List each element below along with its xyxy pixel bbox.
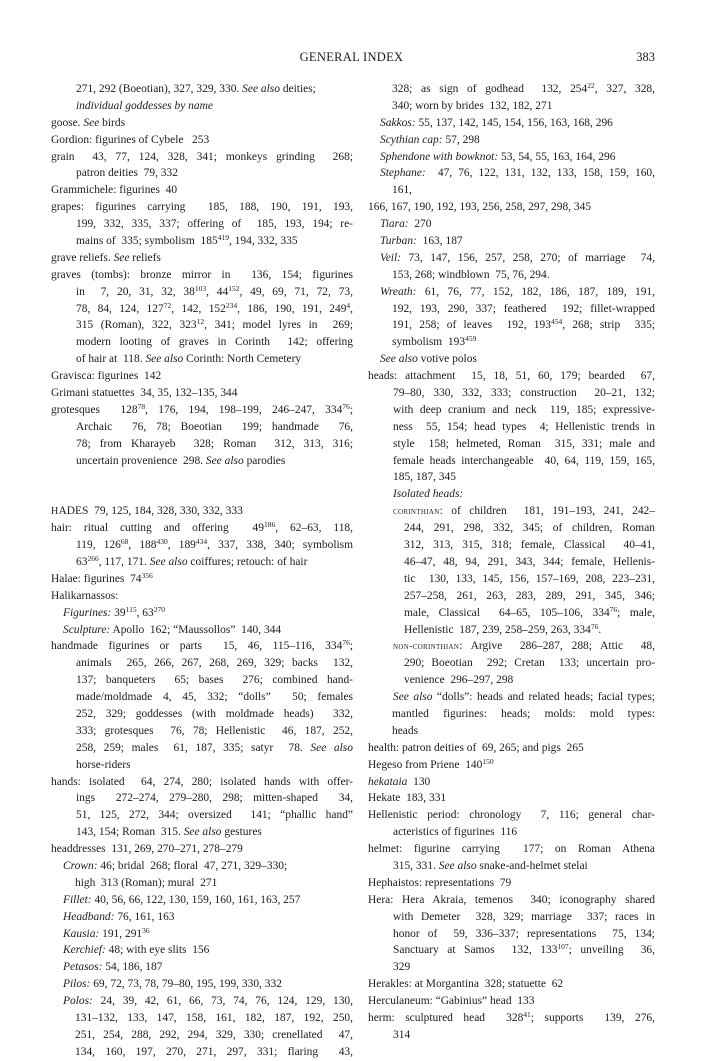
- index-subentry-line: 131–132, 133, 147, 158, 161, 182, 187, 192, 250,: [75, 1012, 353, 1024]
- index-subentry-line: female heads interchangeable 40, 64, 119, 159, 165,: [393, 454, 655, 467]
- index-subentry-line: Isolated heads:: [393, 488, 464, 501]
- index-subentry-line: 78; from Kharayeb 328; Roman 312, 313, 316;: [76, 437, 353, 450]
- index-entry: 166, 167, 190, 192, 193, 256, 258, 297, 298, 345: [368, 201, 592, 214]
- index-subentry-line: Wreath: 61, 76, 77, 152, 182, 186, 187, 189, 191,: [380, 285, 655, 298]
- index-subentry-line: 314: [393, 1028, 411, 1041]
- index-subentry-line: tic 130, 133, 145, 156, 157–169, 208, 223–231,: [404, 572, 655, 585]
- index-entry: goose. See birds: [51, 116, 126, 129]
- index-subentry-line: Kausia: 191, $291^{36}$: [63, 925, 150, 940]
- index-subentry-line: 161,: [392, 184, 413, 197]
- index-subentry-line: 290; Boeotian 292; Cretan 133; uncertain pro-: [404, 657, 655, 670]
- index-subentry-line: Sculpture: Apollo 162; “Maussollos” 140, 344: [63, 623, 282, 636]
- index-entry: helmet: figurine carrying 177; on Roman Athena: [368, 843, 655, 856]
- index-subentry-line: Veil: 73, 147, 156, 257, 258, 270; of marriage 74,: [380, 251, 655, 264]
- index-subentry-line: animals 265, 266, 267, 268, 269, 329; backs 132,: [76, 657, 353, 670]
- index-subentry-line: 340; worn by brides 132, 182, 271: [392, 99, 553, 112]
- index-entry: handmade figurines or parts 15, 46, 115–116, $334^{76}$;: [51, 638, 353, 653]
- index-subentry-line: Crown: 46; bridal 268; floral 47, 271, 329–330;: [63, 859, 288, 872]
- index-subentry-line: See also “dolls”: heads and related heads; facial types;: [393, 691, 655, 704]
- index-subentry-line: ings 272–274, 279–280, 298; mitten-shaped 34,: [76, 792, 353, 805]
- index-subentry-line: style 158; helmeted, Roman 315, 331; male and: [393, 437, 655, 450]
- index-entry: graves (tombs): bronze mirror in 136, 154; figurines: [51, 268, 353, 281]
- index-subentry-line: 329: [393, 961, 411, 974]
- index-subentry-line: Sphendone with bowknot: 53, 54, 55, 163, 164, 296: [380, 150, 616, 163]
- index-subentry-line: honor of 59, 336–337; representations 75, 134;: [393, 927, 655, 940]
- index-entry: Hegeso from Priene $140^{150}$: [368, 756, 494, 771]
- index-entry: hair: ritual cutting and offering $49^{186}$, 62–63, 118,: [51, 520, 354, 535]
- index-subentry-line: 185, 187, 345: [393, 471, 456, 484]
- index-subentry-line: made/moldmade 4, 45, 332; “dolls” 50; females: [76, 691, 353, 704]
- running-head: [0, 50, 703, 66]
- index-column-right: [368, 81, 655, 1044]
- index-subentry-line: 257–258, 261, 263, 283, 289, 291, 345, 346;: [404, 589, 655, 602]
- index-subentry-line: 46–47, 48, 94, 291, 343, 344; female, Hellenis-: [404, 555, 655, 568]
- index-subentry-line: Stephane: 47, 76, 122, 131, 132, 133, 158, 159, 160,: [380, 167, 655, 180]
- index-subentry-line: high 313 (Roman); mural 271: [75, 876, 218, 889]
- index-subentry-line: with Demeter 328, 329; marriage 337; races in: [393, 910, 655, 923]
- page-title: GENERAL INDEX: [299, 50, 404, 64]
- index-subentry-line: Archaic 76, 78; Boeotian 199; handmade 76,: [76, 420, 353, 433]
- index-entry: grapes: figurines carrying 185, 188, 190, 191, 193,: [51, 201, 353, 214]
- index-subentry-line: heads: [392, 724, 419, 737]
- index-subentry-line: 328; as sign of godhead 132, $254^{22}$, 327, 328,: [392, 81, 656, 95]
- index-subentry-line: symbolism $193^{459}$: [392, 334, 477, 349]
- index-subentry-line: patron deities 79, 332: [76, 167, 178, 180]
- section-gap: [51, 469, 353, 503]
- index-entry: Hera: Hera Akraia, temenos 340; iconography shared: [368, 893, 655, 906]
- index-subentry-line: Tiara: 270: [380, 218, 432, 231]
- index-subentry-line: See also votive polos: [380, 353, 477, 366]
- index-entry: Gravisca: figurines 142: [51, 370, 162, 383]
- index-subentry-line: Pilos: 69, 72, 73, 78, 79–80, 195, 199, 330, 332: [63, 978, 282, 991]
- index-entry: Gordion: figurines of Cybele 253: [51, 133, 210, 146]
- index-subentry-line: 315, 331. See also snake-and-helmet stelai: [393, 859, 588, 872]
- index-entry: grotesques $128^{78}$, 176, 194, 198–199, 246–247, $334^{76}$;: [51, 401, 354, 416]
- index-entry: grain 43, 77, 124, 328, 341; monkeys grinding 268;: [51, 150, 353, 163]
- index-subentry-line: Headband: 76, 161, 163: [63, 910, 175, 923]
- index-entry: Hellenistic period: chronology 7, 116; general char-: [368, 809, 655, 822]
- index-subentry-line: of hair at 118. See also Corinth: North Cemetery: [76, 353, 302, 366]
- page-number: 383: [636, 50, 655, 64]
- index-subentry-line: horse-riders: [76, 758, 131, 771]
- index-subentry-line: venience 296–297, 298: [404, 674, 514, 687]
- index-subentry-line: individual goddesses by name: [76, 99, 213, 112]
- index-subentry-line: Figurines: $39^{115}$, $63^{270}$: [63, 604, 165, 619]
- index-entry: health: patron deities of 69, 265; and pigs 265: [368, 741, 584, 754]
- index-subentry-line: non-corinthian: Argive 286–287, 288; Attic 48,: [393, 640, 655, 653]
- index-subentry-line: Polos: 24, 39, 42, 61, 66, 73, 74, 76, 124, 129, 130,: [63, 995, 353, 1008]
- index-entry: grave reliefs. See reliefs: [51, 251, 161, 264]
- index-entry: hands: isolated 64, 274, 280; isolated hands with offer-: [51, 775, 353, 788]
- index-subentry-line: male, Classical 64–65, 105–106, $334^{76}$; male,: [404, 604, 655, 619]
- index-subentry-line: 143, 154; Roman 315. See also gestures: [76, 826, 262, 839]
- index-subentry-line: 199, 332, 335, 337; offering of 185, 193, 194; re-: [76, 218, 353, 231]
- index-subentry-line: 153, 268; windblown 75, 76, 294.: [392, 268, 550, 281]
- index-subentry-line: 78, 84, 124, $127^{72}$, 142, $152^{234}$, 186, 190, 191, $249^4$,: [76, 300, 354, 315]
- index-subentry-line: uncertain provenience 298. See also parodies: [76, 454, 286, 467]
- index-subentry-line: 244, 291, 298, 332, 345; of children, Roman: [404, 522, 655, 535]
- index-subentry-line: Hellenistic 187, 239, 258–259, 263, $334^{76}$.: [404, 621, 602, 636]
- index-subentry-line: Scythian cap: 57, 298: [380, 133, 480, 146]
- index-entry: Grammichele: figurines 40: [51, 184, 178, 197]
- index-subentry-line: $63^{266}$, 117, 171. See also coiffures; retouch: of hair: [76, 553, 308, 568]
- index-subentry-line: Turban: 163, 187: [380, 235, 463, 248]
- index-entry: headdresses 131, 269, 270–271, 278–279: [51, 843, 243, 856]
- index-subentry-line: ness 55, 154; head types 4; Hellenistic trends in: [393, 420, 655, 433]
- index-subentry-line: Sanctuary at Samos 132, $133^{107}$; unveiling 36,: [393, 942, 655, 957]
- index-subentry-line: 192, 193, 290, 337; feathered 192; fillet-wrapped: [392, 302, 655, 315]
- index-subentry-line: 252, 329; goddesses (with moldmade heads) 332,: [76, 707, 353, 720]
- index-subentry-line: 271, 292 (Boeotian), 327, 329, 330. See also deities;: [76, 83, 316, 95]
- index-entry: Herculaneum: “Gabinius” head 133: [368, 995, 535, 1008]
- index-entry: HADES 79, 125, 184, 328, 330, 332, 333: [51, 505, 243, 518]
- index-subentry-line: 258, 259; males 61, 187, 335; satyr 78. See also: [76, 741, 353, 754]
- index-subentry-line: 119, $126^{68}$, $188^{430}$, $189^{434}$, 337, 338, 340; symbolism: [76, 537, 354, 552]
- index-subentry-line: 251, 254, 288, 292, 294, 329, 330; crenellated 47,: [75, 1028, 353, 1041]
- index-entry: Hekate 183, 331: [368, 792, 447, 805]
- index-subentry-line: 333; grotesques 76, 78; Hellenistic 46, 187, 252,: [76, 724, 353, 737]
- index-subentry-line: with deep cranium and neck 119, 185; expressive-: [393, 403, 655, 416]
- index-subentry-line: 191, 258; of leaves 192, $193^{454}$, 268; strip 335;: [392, 317, 655, 332]
- index-entry: hekataia 130: [368, 775, 431, 788]
- index-subentry-line: 312, 313, 315, 318; female, Classical 40–41,: [404, 539, 655, 552]
- index-subentry-line: 137; banqueters 65; bases 276; combined hand-: [76, 674, 353, 687]
- index-subentry-line: Fillet: 40, 56, 66, 122, 130, 159, 160, 161, 163, 257: [63, 893, 301, 906]
- index-subentry-line: corinthian: of children 181, 191–193, 241, 242–: [393, 505, 655, 518]
- index-subentry-line: Petasos: 54, 186, 187: [63, 961, 163, 974]
- index-entry: Grimani statuettes 34, 35, 132–135, 344: [51, 387, 238, 400]
- index-subentry-line: mantled figurines: heads; molds: mold types:: [392, 707, 655, 720]
- index-subentry-line: 79–80, 330, 332, 333; construction 20–21, 132;: [393, 387, 655, 400]
- index-subentry-line: 51, 125, 272, 344; oversized 141; “phallic hand”: [76, 809, 353, 822]
- index-subentry-line: Sakkos: 55, 137, 142, 145, 154, 156, 163, 168, 296: [380, 116, 613, 129]
- index-subentry-line: 315 (Roman), 322, $323^{12}$, 341; model lyres in 269;: [76, 317, 353, 332]
- index-entry: Hephaistos: representations 79: [368, 876, 512, 889]
- index-subentry-line: acteristics of figurines 116: [393, 826, 518, 839]
- index-subentry-line: 134, 160, 197, 270, 271, 297, 331; flaring 43,: [75, 1045, 353, 1058]
- index-subentry-line: Kerchief: 48; with eye slits 156: [63, 944, 210, 957]
- index-entry: herm: sculptured head $328^{41}$; supports 139, 276,: [368, 1009, 655, 1024]
- index-subentry-line: mains of 335; symbolism $185^{419}$, 194, 332, 335: [76, 233, 298, 248]
- index-entry: heads: attachment 15, 18, 51, 60, 179; bearded 67,: [368, 370, 655, 383]
- index-entry: Halikarnassos:: [51, 589, 119, 602]
- index-subentry-line: modern looting of graves in Corinth 142; offering: [76, 336, 353, 349]
- index-column-left: [51, 81, 353, 1061]
- index-entry: Herakles: at Morgantina 328; statuette 62: [368, 978, 564, 991]
- index-entry: Halae: figurines $74^{356}$: [51, 570, 153, 585]
- index-subentry-line: in 7, 20, 31, 32, $38^{103}$, $44^{152}$, 49, 69, 71, 72, 73,: [76, 283, 353, 298]
